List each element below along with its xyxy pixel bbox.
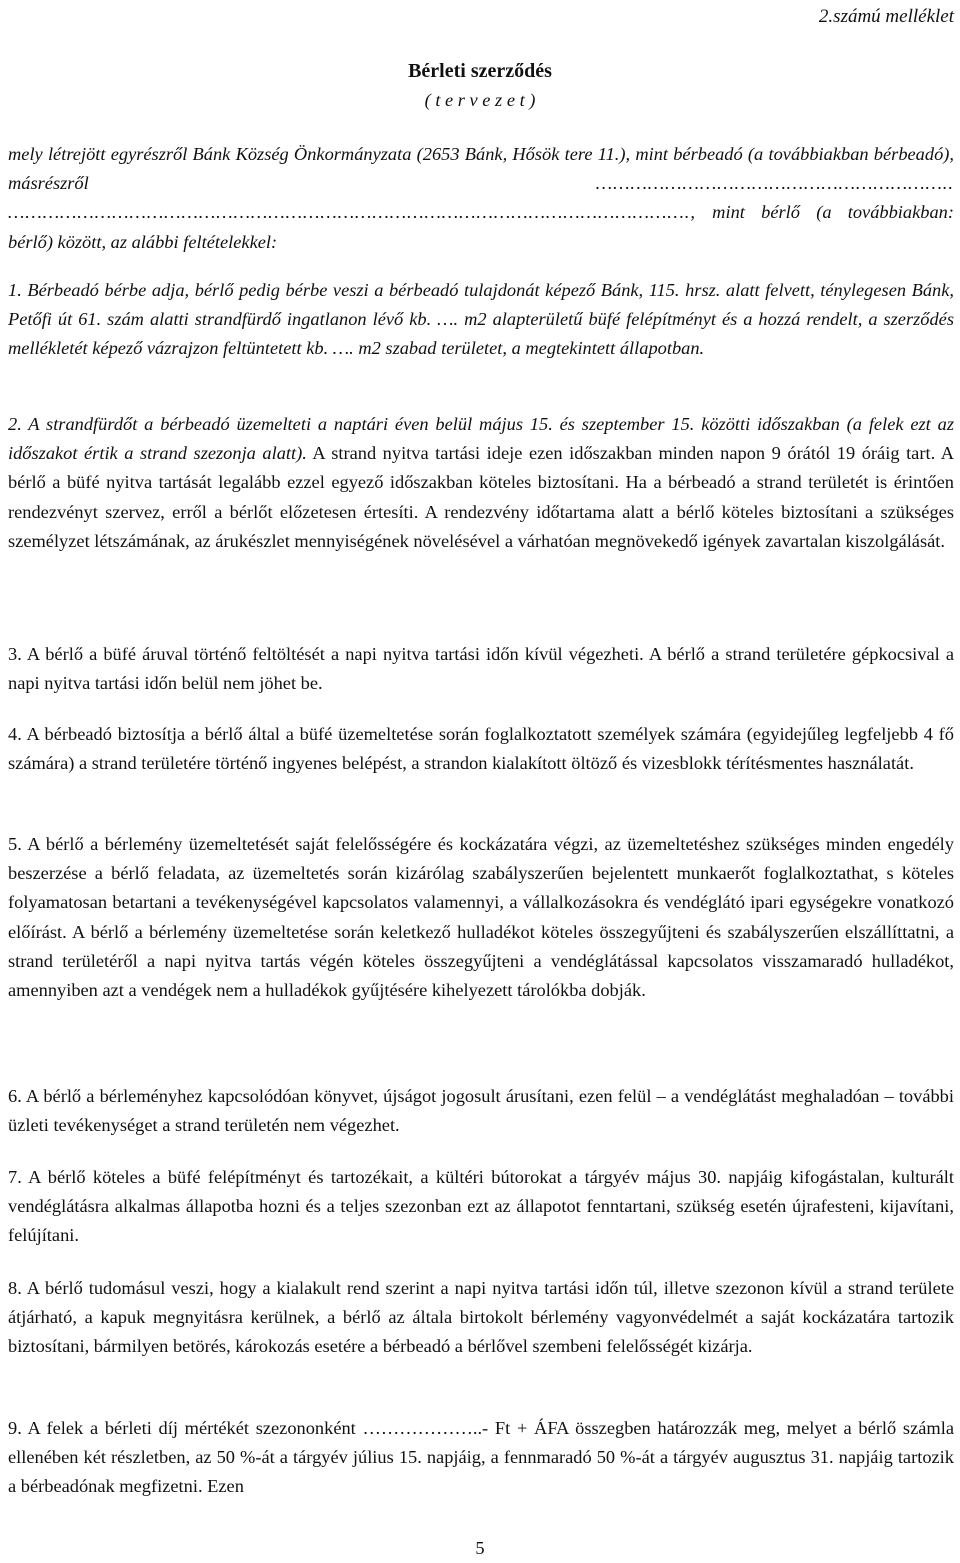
section-4-text: 4. A bérbeadó biztosítja a bérlő által a büfé üzemeltetése során foglalkoztatott személyek számára (egyidejűleg legfeljebb 4 fő számára) a strand területére történő ingyenes belépést, a strandon kialakított öltöző és vizesblokk térítésmentes használatát. xyxy=(8,724,954,774)
page-number: 5 xyxy=(475,1538,485,1558)
section-9 xyxy=(8,1414,954,1502)
section-2-text: A strand nyitva tartási ideje ezen időszakban minden napon 9 órától 19 óráig tart. A bérlő a büfé nyitva tartását legalább ezzel egyező időszakban köteles biztosítani. Ha a bérbeadó a strand területét is érintően rendezvényt szervez, erről a bérlőt előzetesen értesíti. A rendezvény időtartama alatt a bérlő köteles biztosítani a szükséges személyzet létszámának, az árukészlet mennyiségének növelésével a várhatóan megnövekedő igények zavartalan kiszolgálását. xyxy=(8,443,954,551)
section-1 xyxy=(8,276,954,364)
section-9-text: 9. A felek a bérleti díj mértékét szezononként ………………..- Ft + ÁFA összegben határozzák meg, melyet a bérlő számla ellenében két részletben, az 50 %-át a tárgyév július 15. napjáig, a fennmaradó 50 %-át a tárgyév augusztus 31. napjáig tartozik a bérbeadónak megfizetni. Ezen xyxy=(8,1418,954,1497)
intro-blank-2: ………………………………………………………………………………………………………., xyxy=(8,202,696,223)
intro-paragraph xyxy=(8,140,954,257)
annex-label: 2.számú melléklet xyxy=(818,6,954,27)
section-8 xyxy=(8,1274,954,1362)
section-3 xyxy=(8,640,954,698)
section-1-text: 1. Bérbeadó bérbe adja, bérlő pedig bérbe veszi a bérbeadó tulajdonát képező Bánk, 115. hrsz. alatt felvett, ténylegesen Bánk, Petőfi út 61. szám alatti strandfürdő ingatlanon lévő kb. …. m2 alapterületű büfé felépítményt és a hozzá rendelt, a szerződés mellékletét képező vázrajzon feltüntetett kb. …. m2 szabad területet, a megtekintett állapotban. xyxy=(8,280,954,359)
section-7-text: 7. A bérlő köteles a büfé felépítményt és tartozékait, a kültéri bútorokat a tárgyév május 30. napjáig kifogástalan, kulturált vendéglátásra alkalmas állapotba hozni és a teljes szezonban ezt az állapotot fenntartani, szükség esetén újrafesteni, kijavítani, felújítani. xyxy=(8,1167,954,1246)
section-7 xyxy=(8,1163,954,1251)
section-2-italic-text: 2. A strandfürdőt a bérbeadó üzemelteti a naptári éven belül május 15. és szeptember 15. közötti időszakban (a felek ezt az időszakot értik a strand szezonja alatt). xyxy=(8,414,954,464)
section-5-text: 5. A bérlő a bérlemény üzemeltetését saját felelősségére és kockázatára végzi, az üzemeltetéshez szükséges minden engedély beszerzése a bérlő feladata, az üzemeltetés során kizárólag szabályszerűen bejelentett munkaerőt foglalkoztathat, s köteles folyamatosan betartani a tevékenységével kapcsolatos valamennyi, a vállalkozásokra és vendéglátó ipari egységekre vonatkozó előírást. A bérlő a bérlemény üzemeltetése során keletkező hulladékot köteles összegyűjteni és szabályszerűen elszállíttatni, a strand területéről a napi nyitva tartás végén köteles összegyűjteni a vendéglátással kapcsolatos visszamaradó hulladékot, amennyiben azt a vendégek nem a hulladékok gyűjtésére kihelyezett tárolókba dobják. xyxy=(8,834,954,1001)
document-subtitle: ( t e r v e z e t ) xyxy=(424,90,536,110)
intro-text-part2: mint bérlő (a továbbiakban: bérlő) között, az alábbi feltételekkel: xyxy=(8,202,954,252)
section-6-text: 6. A bérlő a bérleményhez kapcsolódóan könyvet, újságot jogosult árusítani, ezen felül – a vendéglátást meghaladóan – további üzleti tevékenységet a strand területén nem végezhet. xyxy=(8,1086,954,1136)
section-3-text: 3. A bérlő a büfé áruval történő feltöltését a napi nyitva tartási időn kívül végezheti. A bérlő a strand területére gépkocsival a napi nyitva tartási időn belül nem jöhet be. xyxy=(8,644,954,694)
section-2 xyxy=(8,410,954,556)
intro-blank-1: …………………………………………………….. xyxy=(595,173,954,194)
document-title: Bérleti szerződés xyxy=(408,60,552,82)
section-6 xyxy=(8,1082,954,1140)
intro-text-part1: mely létrejött egyrészről Bánk Község Önkormányzata (2653 Bánk, Hősök tere 11.), mint bérbeadó (a továbbiakban bérbeadó), másrészről xyxy=(8,144,954,194)
section-5 xyxy=(8,830,954,1005)
section-4 xyxy=(8,720,954,778)
section-8-text: 8. A bérlő tudomásul veszi, hogy a kialakult rend szerint a napi nyitva tartási időn túl, illetve szezonon kívül a strand területe átjárható, a kapuk megnyitásra kerülnek, a bérlő az általa birtokolt bérlemény vagyonvédelmét a saját kockázatára tartozik biztosítani, bármilyen betörés, károkozás esetére a bérbeadó a bérlővel szembeni felelősségét kizárja. xyxy=(8,1278,954,1357)
